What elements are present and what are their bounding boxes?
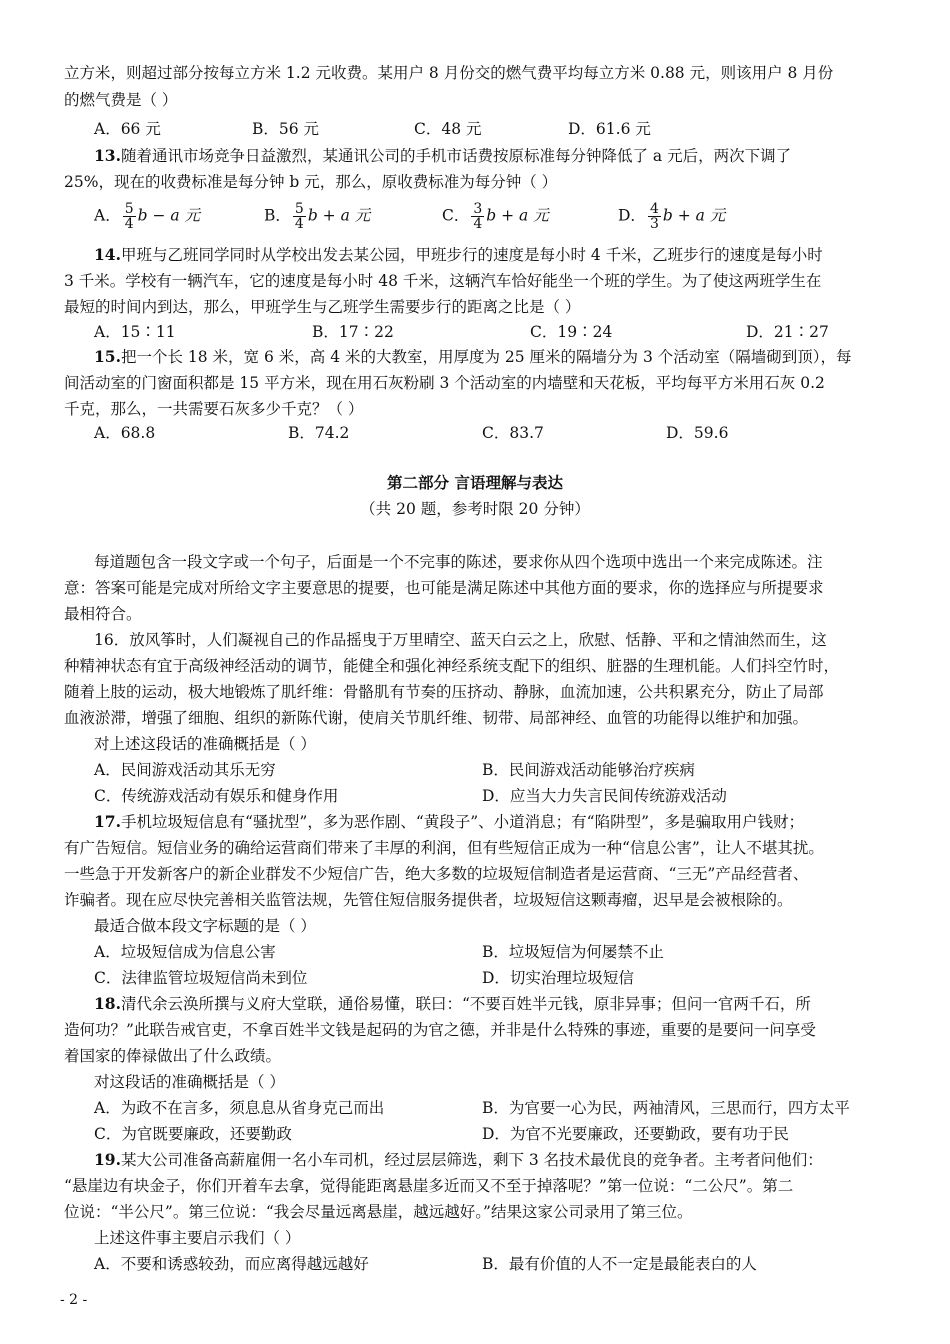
q12-option-c: C．48 元	[414, 120, 482, 138]
q14-option-c: C．19∶24	[530, 323, 613, 341]
q12-option-b: B．56 元	[252, 120, 320, 138]
q13-option-c: C． $\frac{3}{4}$ b + a 元	[442, 201, 549, 232]
fraction: $\frac{5}{4}$	[124, 201, 134, 232]
q17-option-c: C．法律监管垃圾短信尚未到位	[94, 969, 308, 987]
q13-option-d: D． $\frac{4}{3}$ b + a 元	[618, 201, 726, 232]
q16-line3: 随着上肢的运动，极大地锻炼了肌纤维：骨骼肌有节奏的压挤动、静脉，血流加速，公共积累充分，防止了局部	[64, 683, 824, 701]
page-number: - 2 -	[60, 1292, 88, 1308]
q15-option-d: D．59.6	[666, 424, 729, 442]
q17-question: 最适合做本段文字标题的是（ ）	[94, 917, 316, 935]
q16-option-d: D．应当大力失言民间传统游戏活动	[482, 787, 727, 805]
q16-question: 对上述这段话的准确概括是（ ）	[94, 735, 316, 753]
q14-number: 14.	[94, 245, 121, 264]
q16-line1: 16．放风筝时，人们凝视自己的作品摇曳于万里晴空、蓝天白云之上，欣慰、恬静、平和之情油然而生，这	[94, 631, 827, 649]
intro-line1: 每道题包含一段文字或一个句子，后面是一个不完事的陈述，要求你从四个选项中选出一个来完成陈述。注	[94, 553, 823, 571]
q16-option-c: C．传统游戏活动有娱乐和健身作用	[94, 787, 339, 805]
q15-line2: 间活动室的门窗面积都是 15 平方米，现在用石灰粉刷 3 个活动室的内墙壁和天花板，平均每平方米用石灰 0.2	[64, 374, 825, 392]
q16-line2: 种精神状态有宜于高级神经活动的调节，能健全和强化神经系统支配下的组织、脏器的生理机能。人们抖空竹时，	[64, 657, 840, 675]
intro-line2: 意：答案可能是完成对所给文字主要意思的提要，也可能是满足陈述中其他方面的要求，你的选择应与所提要求	[64, 579, 824, 597]
q19-line2: “悬崖边有块金子，你们开着车去拿，觉得能距离悬崖多近而又不至于掉落呢？”第一位说：“二公尺”。第二	[64, 1177, 794, 1195]
fraction: $\frac{3}{4}$	[473, 201, 483, 232]
q13-number: 13.	[94, 146, 121, 165]
q19-option-a: A．不要和诱惑较劲，而应离得越远越好	[94, 1255, 369, 1273]
q12-line2: 的燃气费是（ ）	[64, 91, 178, 109]
q18-option-a: A．为政不在言多，须息息从省身克己而出	[94, 1099, 385, 1117]
q15-option-c: C．83.7	[482, 424, 544, 442]
q18-question: 对这段话的准确概括是（ ）	[94, 1073, 285, 1091]
q18-line2: 造何功？”此联告戒官吏，不拿百姓半文钱是起码的为官之德，并非是什么特殊的事迹，重要的是要问一问享受	[64, 1021, 816, 1039]
q14-option-d: D．21∶27	[746, 323, 829, 341]
q17-line3: 一些急于开发新客户的新企业群发不少短信广告，绝大多数的垃圾短信制造者是运营商、“三无”产品经营者、	[64, 865, 809, 883]
q16-option-a: A．民间游戏活动其乐无穷	[94, 761, 276, 779]
q12-option-d: D．61.6 元	[568, 120, 651, 138]
q13-option-a: A． $\frac{5}{4}$ b − a 元	[94, 201, 201, 232]
q12-option-a: A．66 元	[94, 120, 161, 138]
q17-number: 17.	[94, 812, 121, 831]
q15-number: 15.	[94, 347, 121, 366]
fraction: $\frac{5}{4}$	[294, 201, 304, 232]
q18-line3: 着国家的俸禄做出了什么政绩。	[64, 1047, 282, 1065]
q15-line3: 千克，那么，一共需要石灰多少千克？（ ）	[64, 400, 364, 418]
q14-line2: 3 千米。学校有一辆汽车，它的速度是每小时 48 千米，这辆汽车恰好能坐一个班的学生。为了使这两班学生在	[64, 272, 822, 290]
q18-option-b: B．为官要一心为民，两袖清风，三思而行，四方太平	[482, 1099, 850, 1117]
q17-option-b: B．垃圾短信为何屡禁不止	[482, 943, 664, 961]
fraction: $\frac{4}{3}$	[649, 201, 659, 232]
q14-option-a: A．15∶11	[94, 323, 176, 341]
q19-number: 19.	[94, 1150, 121, 1169]
q15-option-a: A．68.8	[94, 424, 156, 442]
q14-line1: 14.甲班与乙班同学同时从学校出发去某公园，甲班步行的速度是每小时 4 千米，乙班步行的速度是每小时	[94, 245, 823, 264]
q13-option-b: B． $\frac{5}{4}$ b + a 元	[264, 201, 371, 232]
q16-option-b: B．民间游戏活动能够治疗疾病	[482, 761, 695, 779]
q19-line3: 位说：“半公尺”。第三位说：“我会尽量远离悬崖，越远越好。”结果这家公司录用了第三位。	[64, 1203, 693, 1221]
q17-line1: 17.手机垃圾短信息有“骚扰型”，多为恶作剧、“黄段子”、小道消息；有“陷阱型”，多是骗取用户钱财；	[94, 812, 805, 831]
section-title: 第二部分 言语理解与表达	[387, 473, 563, 492]
q18-line1: 18.清代余云涣所撰与义府大堂联，通俗易懂，联曰：“不要百姓半元钱，原非异事；但问一官两千石，所	[94, 994, 811, 1013]
q18-number: 18.	[94, 994, 121, 1013]
q18-option-d: D．为官不光要廉政，还要勤政，要有功于民	[482, 1125, 789, 1143]
section-subtitle: （共 20 题，参考时限 20 分钟）	[360, 500, 590, 518]
q19-option-b: B．最有价值的人不一定是最能表白的人	[482, 1255, 757, 1273]
q19-question: 上述这件事主要启示我们（ ）	[94, 1229, 301, 1247]
q17-line4: 诈骗者。现在应尽快完善相关监管法规，先管住短信服务提供者，垃圾短信这颗毒瘤，迟早是会被根除的。	[64, 891, 793, 909]
q16-line4: 血液淤滞，增强了细胞、组织的新陈代谢，使肩关节肌纤维、韧带、局部神经、血管的功能得以维护和加强。	[64, 709, 809, 727]
q18-option-c: C．为官既要廉政，还要勤政	[94, 1125, 292, 1143]
q15-option-b: B．74.2	[288, 424, 350, 442]
intro-line3: 最相符合。	[64, 605, 142, 623]
q17-line2: 有广告短信。短信业务的确给运营商们带来了丰厚的利润，但有些短信正成为一种“信息公害”，让人不堪其扰。	[64, 839, 824, 857]
q14-line3: 最短的时间内到达，那么，甲班学生与乙班学生需要步行的距离之比是（ ）	[64, 298, 581, 316]
q17-option-d: D．切实治理垃圾短信	[482, 969, 634, 987]
q15-line1: 15.把一个长 18 米，宽 6 米，高 4 米的大教室，用厚度为 25 厘米的隔墙分为 3 个活动室（隔墙砌到顶），每	[94, 347, 852, 366]
q19-line1: 19.某大公司准备高薪雇佣一名小车司机，经过层层筛选，剩下 3 名技术最优良的竞争者。主考者问他们：	[94, 1150, 823, 1169]
q14-option-b: B．17∶22	[312, 323, 394, 341]
q12-line1: 立方米，则超过部分按每立方米 1.2 元收费。某用户 8 月份交的燃气费平均每立方米 0.88 元，则该用户 8 月份	[64, 64, 834, 82]
q13-line2: 25%，现在的收费标准是每分钟 b 元，那么，原收费标准为每分钟（ ）	[64, 173, 558, 191]
q17-option-a: A．垃圾短信成为信息公害	[94, 943, 276, 961]
q13-line1: 13.随着通讯市场竞争日益激烈，某通讯公司的手机市话费按原标准每分钟降低了 a 元后，两次下调了	[94, 146, 792, 165]
